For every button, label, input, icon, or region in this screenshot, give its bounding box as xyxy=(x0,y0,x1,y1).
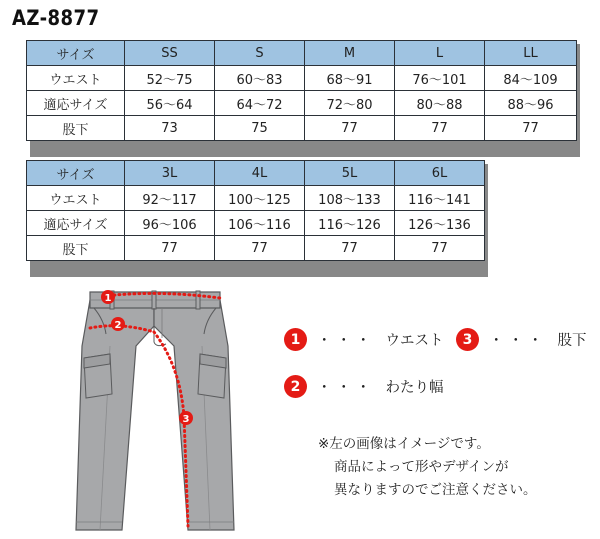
table-cell: 77 xyxy=(215,236,305,261)
table-row xyxy=(27,91,577,116)
header-cell: LL xyxy=(485,41,577,66)
table-row xyxy=(27,186,485,211)
row-label: 適応サイズ xyxy=(27,211,125,236)
table-header-row xyxy=(27,41,577,66)
marker-2 xyxy=(111,317,125,331)
table-cell: 108〜133 xyxy=(305,186,395,211)
table-cell: 92〜117 xyxy=(125,186,215,211)
svg-text:2: 2 xyxy=(114,320,122,331)
legend-number-badge: 2 xyxy=(284,375,307,398)
table-cell: 77 xyxy=(485,116,577,141)
table-cell: 75 xyxy=(215,116,305,141)
table-cell: 52〜75 xyxy=(125,66,215,91)
header-cell: サイズ xyxy=(27,41,125,66)
table-cell: 68〜91 xyxy=(305,66,395,91)
table-cell: 60〜83 xyxy=(215,66,305,91)
table-cell: 106〜116 xyxy=(215,211,305,236)
table-cell: 80〜88 xyxy=(395,91,485,116)
table-cell: 116〜141 xyxy=(395,186,485,211)
table-cell: 77 xyxy=(395,116,485,141)
legend-dots: ・・・ xyxy=(317,380,376,396)
table-cell: 64〜72 xyxy=(215,91,305,116)
header-cell: 3L xyxy=(125,161,215,186)
table-cell: 88〜96 xyxy=(485,91,577,116)
row-label: 股下 xyxy=(27,236,125,261)
table-cell: 77 xyxy=(125,236,215,261)
marker-1 xyxy=(101,290,115,304)
table-cell: 100〜125 xyxy=(215,186,305,211)
size-table-large xyxy=(26,160,485,261)
legend-dots: ・・・ xyxy=(489,333,548,349)
table-cell: 77 xyxy=(305,116,395,141)
table-row xyxy=(27,116,577,141)
table-header-row xyxy=(27,161,485,186)
header-cell: S xyxy=(215,41,305,66)
header-cell: M xyxy=(305,41,395,66)
legend-number-badge: 3 xyxy=(456,328,479,351)
product-code-title: AZ-8877 xyxy=(12,6,100,30)
legend-number-badge: 1 xyxy=(284,328,307,351)
table-row xyxy=(27,236,485,261)
note-line: 商品によって形やデザインが xyxy=(334,459,509,475)
legend-item-thigh-width xyxy=(284,375,444,398)
header-cell: L xyxy=(395,41,485,66)
table-cell: 77 xyxy=(305,236,395,261)
row-label: ウエスト xyxy=(27,186,125,211)
note-line: ※左の画像はイメージです。 xyxy=(318,436,490,452)
note-line: 異なりますのでご注意ください。 xyxy=(334,482,537,498)
row-label: 適応サイズ xyxy=(27,91,125,116)
header-cell: サイズ xyxy=(27,161,125,186)
table-cell: 96〜106 xyxy=(125,211,215,236)
header-cell: 5L xyxy=(305,161,395,186)
legend-label: 股下 xyxy=(557,333,587,349)
table-cell: 116〜126 xyxy=(305,211,395,236)
pants-right-leg xyxy=(154,300,234,530)
table-cell: 84〜109 xyxy=(485,66,577,91)
legend-item-inseam xyxy=(456,328,587,351)
table-row xyxy=(27,211,485,236)
table-cell: 76〜101 xyxy=(395,66,485,91)
pants-left-leg xyxy=(76,300,154,530)
row-label: ウエスト xyxy=(27,66,125,91)
svg-text:1: 1 xyxy=(104,293,112,304)
table-cell: 126〜136 xyxy=(395,211,485,236)
marker-3 xyxy=(179,411,193,425)
table-row xyxy=(27,66,577,91)
legend-item-waist xyxy=(284,328,444,351)
table-cell: 56〜64 xyxy=(125,91,215,116)
header-cell: 4L xyxy=(215,161,305,186)
legend-label: わたり幅 xyxy=(385,380,444,396)
table-cell: 72〜80 xyxy=(305,91,395,116)
size-table-standard xyxy=(26,40,577,141)
row-label: 股下 xyxy=(27,116,125,141)
pants-illustration xyxy=(70,286,240,534)
svg-text:3: 3 xyxy=(182,414,190,425)
table-cell: 73 xyxy=(125,116,215,141)
legend-label: ウエスト xyxy=(385,333,444,349)
header-cell: SS xyxy=(125,41,215,66)
header-cell: 6L xyxy=(395,161,485,186)
legend-dots: ・・・ xyxy=(317,333,376,349)
table-cell: 77 xyxy=(395,236,485,261)
